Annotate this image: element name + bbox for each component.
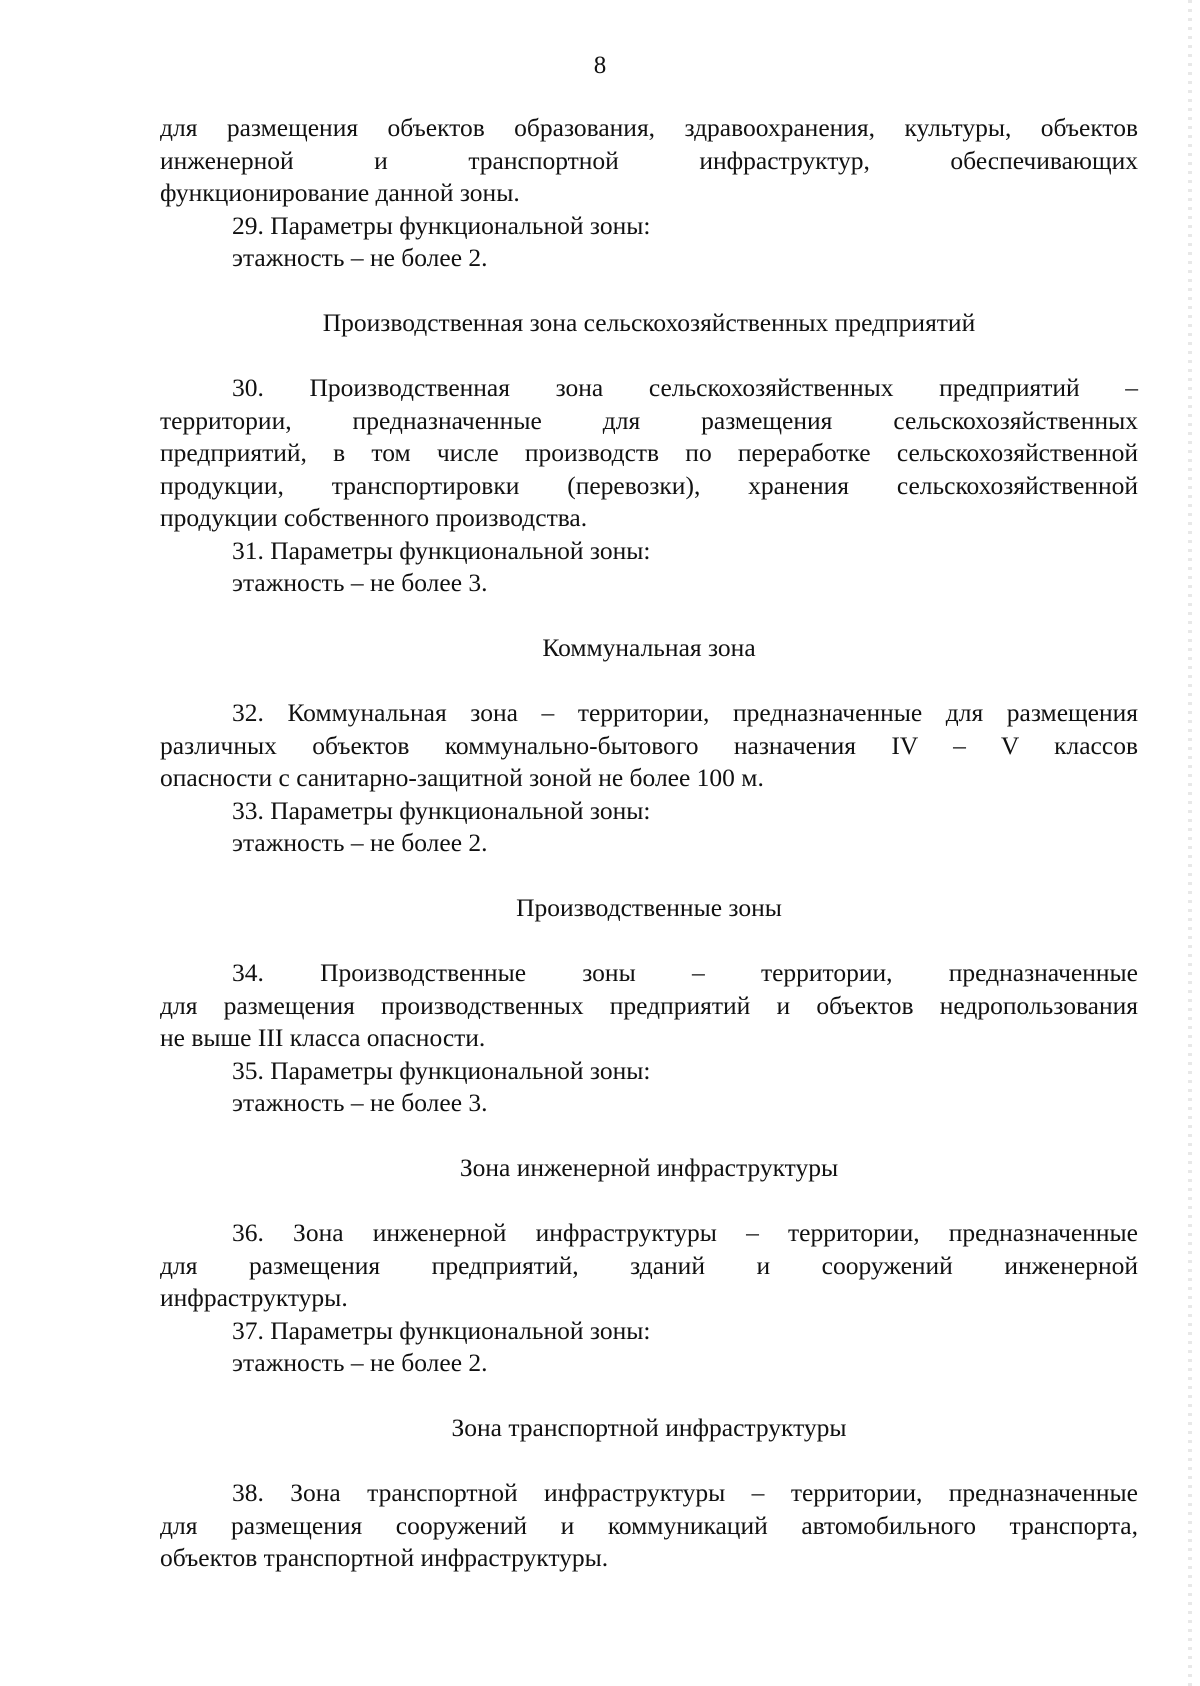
text-line: продукции собственного производства. [160, 503, 588, 532]
scan-edge-artifact [1188, 0, 1192, 1686]
paragraph-37: 37. Параметры функциональной зоны: [232, 1315, 651, 1345]
text-line: 36. Зона инженерной инфраструктуры – территории, предназначенные [232, 1218, 1138, 1247]
paragraph-31-value: этажность – не более 3. [232, 568, 488, 597]
text-line: инженерной и транспортной инфраструктур, обеспечивающих [160, 145, 1138, 175]
text-line: территории, предназначенные для размещения сельскохозяйственных [160, 405, 1138, 435]
paragraph-33: 33. Параметры функциональной зоны: [232, 795, 651, 825]
text-line: продукции, транспортировки (перевозки), хранения сельскохозяйственной [160, 470, 1138, 500]
text-line: для размещения сооружений и коммуникаций автомобильного транспорта, [160, 1510, 1138, 1540]
paragraph-29-value: этажность – не более 2. [232, 243, 488, 272]
page-number: 8 [593, 52, 607, 79]
paragraph-33-value: этажность – не более 2. [232, 828, 488, 857]
text-line: 38. Зона транспортной инфраструктуры – территории, предназначенные [232, 1478, 1138, 1507]
text-line: не выше III класса опасности. [160, 1023, 486, 1052]
text-line: предприятий, в том числе производств по переработке сельскохозяйственной [160, 438, 1138, 467]
section-heading-transport: Зона транспортной инфраструктуры [451, 1412, 847, 1442]
text-line: 30. Производственная зона сельскохозяйственных предприятий – [232, 373, 1138, 402]
text-line: для размещения объектов образования, здравоохранения, культуры, объектов [160, 113, 1138, 142]
paragraph-35-value: этажность – не более 3. [232, 1088, 488, 1117]
section-heading-communal: Коммунальная зона [542, 632, 756, 662]
text-line: для размещения производственных предприятий и объектов недропользования [160, 990, 1138, 1020]
text-line: 32. Коммунальная зона – территории, предназначенные для размещения [232, 698, 1138, 727]
paragraph-35: 35. Параметры функциональной зоны: [232, 1055, 651, 1085]
section-heading-engineering: Зона инженерной инфраструктуры [459, 1152, 839, 1182]
section-heading-production: Производственные зоны [516, 892, 782, 922]
paragraph-32 [160, 697, 1138, 795]
paragraph-37-value: этажность – не более 2. [232, 1348, 488, 1377]
paragraph-36 [160, 1217, 1138, 1315]
text-line: различных объектов коммунально-бытового назначения IV – V классов [160, 730, 1138, 760]
text-line: 34. Производственные зоны – территории, предназначенные [232, 958, 1138, 987]
paragraph-continuation [160, 112, 1138, 210]
text-line: для размещения предприятий, зданий и сооружений инженерной [160, 1250, 1138, 1280]
paragraph-34 [160, 957, 1138, 1055]
paragraph-29: 29. Параметры функциональной зоны: [232, 210, 651, 240]
document-body [160, 112, 1138, 1575]
text-line: функционирование данной зоны. [160, 178, 520, 207]
text-line: опасности с санитарно-защитной зоной не более 100 м. [160, 763, 764, 792]
text-line: инфраструктуры. [160, 1283, 348, 1312]
paragraph-31: 31. Параметры функциональной зоны: [232, 535, 651, 565]
section-heading-agricultural: Производственная зона сельскохозяйственных предприятий [322, 307, 976, 337]
paragraph-38 [160, 1477, 1138, 1575]
text-line: объектов транспортной инфраструктуры. [160, 1543, 609, 1572]
paragraph-30 [160, 372, 1138, 535]
